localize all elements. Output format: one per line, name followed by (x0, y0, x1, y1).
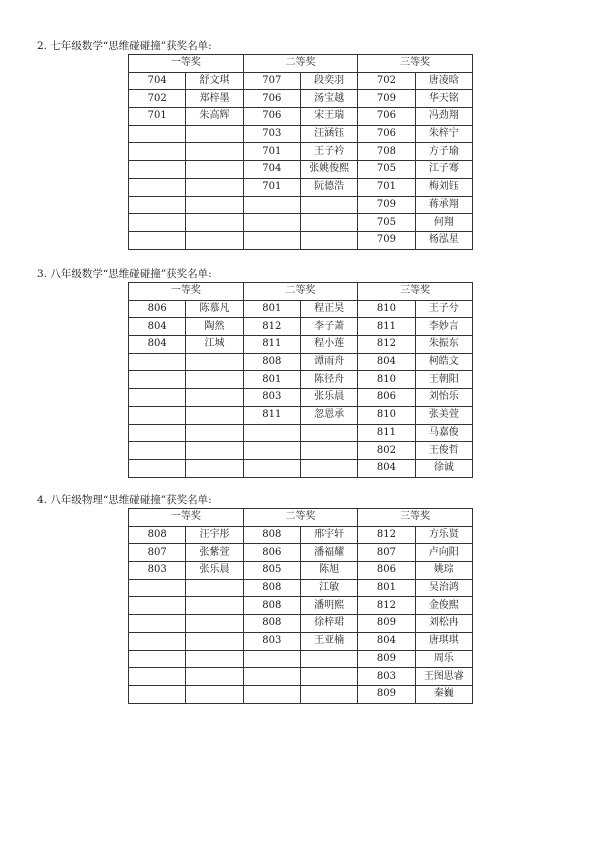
section-heading: 2. 七年级数学“思维碰碰撞”获奖名单: (37, 40, 212, 52)
header-second-prize: 二等奖 (243, 283, 358, 301)
award-table (128, 54, 473, 250)
name-cell (300, 196, 357, 214)
class-cell: 704 (243, 161, 300, 179)
class-cell (129, 143, 186, 161)
name-cell: 柯皓文 (415, 353, 472, 371)
table-row (129, 196, 473, 214)
name-cell: 冯劲翔 (415, 108, 472, 126)
name-cell: 王子衿 (300, 143, 357, 161)
name-cell (186, 143, 243, 161)
name-cell: 刘松冉 (415, 615, 472, 633)
name-cell: 潘福耀 (300, 544, 357, 562)
name-cell: 汪涵钰 (300, 125, 357, 143)
name-cell: 马嘉俊 (415, 424, 472, 442)
name-cell: 王朝阳 (415, 371, 472, 389)
name-cell: 李子萧 (300, 318, 357, 336)
class-cell: 810 (358, 371, 415, 389)
table-row (129, 353, 473, 371)
class-cell: 808 (243, 615, 300, 633)
name-cell: 王俊哲 (415, 442, 472, 460)
class-cell: 802 (358, 442, 415, 460)
class-cell (129, 579, 186, 597)
name-cell (186, 389, 243, 407)
header-third-prize: 三等奖 (358, 283, 473, 301)
table-row (129, 161, 473, 179)
name-cell (186, 231, 243, 249)
name-cell: 邢宇轩 (300, 526, 357, 544)
class-cell (129, 459, 186, 477)
table-row (129, 336, 473, 354)
name-cell: 张紫萱 (186, 544, 243, 562)
class-cell (129, 406, 186, 424)
table-row (129, 650, 473, 668)
class-cell (129, 125, 186, 143)
header-first-prize: 一等奖 (129, 283, 244, 301)
class-cell (129, 353, 186, 371)
class-cell: 706 (243, 108, 300, 126)
table-row (129, 371, 473, 389)
table-row (129, 389, 473, 407)
header-third-prize: 三等奖 (358, 55, 473, 73)
name-cell: 朱高辉 (186, 108, 243, 126)
name-cell: 张姚俊熙 (300, 161, 357, 179)
name-cell (300, 442, 357, 460)
class-cell: 703 (243, 125, 300, 143)
table-row (129, 442, 473, 460)
name-cell: 王亚楠 (300, 632, 357, 650)
name-cell (186, 668, 243, 686)
class-cell: 804 (129, 318, 186, 336)
table-row (129, 125, 473, 143)
name-cell: 姚琮 (415, 562, 472, 580)
name-cell: 陈旭 (300, 562, 357, 580)
name-cell: 汪宇彤 (186, 526, 243, 544)
class-cell (129, 214, 186, 232)
name-cell: 段奕羽 (300, 72, 357, 90)
name-cell: 方子瑜 (415, 143, 472, 161)
class-cell: 808 (243, 579, 300, 597)
class-cell: 709 (358, 196, 415, 214)
class-cell: 701 (129, 108, 186, 126)
header-second-prize: 二等奖 (243, 509, 358, 527)
class-cell: 804 (358, 459, 415, 477)
name-cell (186, 125, 243, 143)
class-cell: 809 (358, 650, 415, 668)
class-cell: 709 (358, 231, 415, 249)
award-table (128, 282, 473, 478)
class-cell: 807 (129, 544, 186, 562)
class-cell (129, 650, 186, 668)
name-cell: 舒文琪 (186, 72, 243, 90)
class-cell: 706 (358, 108, 415, 126)
name-cell (300, 668, 357, 686)
class-cell: 808 (129, 526, 186, 544)
table-row (129, 544, 473, 562)
name-cell: 唐琪琪 (415, 632, 472, 650)
table-body (129, 526, 473, 703)
class-cell: 805 (243, 562, 300, 580)
name-cell (300, 650, 357, 668)
name-cell (300, 231, 357, 249)
name-cell: 李妙言 (415, 318, 472, 336)
class-cell: 804 (358, 632, 415, 650)
header-second-prize: 二等奖 (243, 55, 358, 73)
name-cell: 吴治鸿 (415, 579, 472, 597)
table-row (129, 597, 473, 615)
class-cell: 806 (358, 389, 415, 407)
class-cell: 808 (243, 597, 300, 615)
class-cell (243, 442, 300, 460)
class-cell (129, 442, 186, 460)
name-cell: 宋王瑞 (300, 108, 357, 126)
name-cell: 金俊熙 (415, 597, 472, 615)
name-cell: 王图思睿 (415, 668, 472, 686)
header-first-prize: 一等奖 (129, 509, 244, 527)
class-cell: 702 (358, 72, 415, 90)
class-cell: 812 (358, 526, 415, 544)
class-cell (129, 389, 186, 407)
name-cell: 徐梓珺 (300, 615, 357, 633)
table-row (129, 459, 473, 477)
class-cell: 705 (358, 214, 415, 232)
name-cell: 朱振东 (415, 336, 472, 354)
name-cell: 阮德浩 (300, 178, 357, 196)
class-cell: 808 (243, 526, 300, 544)
header-third-prize: 三等奖 (358, 509, 473, 527)
class-cell: 801 (358, 579, 415, 597)
table-body (129, 72, 473, 249)
name-cell: 江子骞 (415, 161, 472, 179)
class-cell (129, 196, 186, 214)
name-cell: 蒋承翔 (415, 196, 472, 214)
name-cell: 程正昊 (300, 300, 357, 318)
name-cell: 江城 (186, 336, 243, 354)
class-cell: 706 (243, 90, 300, 108)
name-cell (186, 424, 243, 442)
class-cell: 806 (243, 544, 300, 562)
name-cell: 张美萱 (415, 406, 472, 424)
name-cell (186, 632, 243, 650)
class-cell (129, 231, 186, 249)
table-row (129, 668, 473, 686)
class-cell (129, 424, 186, 442)
class-cell: 809 (358, 685, 415, 703)
class-cell (243, 668, 300, 686)
class-cell: 811 (243, 406, 300, 424)
name-cell: 杨泓星 (415, 231, 472, 249)
class-cell (129, 371, 186, 389)
section-heading: 3. 八年级数学“思维碰碰撞”获奖名单: (37, 268, 212, 280)
class-cell: 801 (243, 371, 300, 389)
table-row (129, 406, 473, 424)
class-cell: 804 (358, 353, 415, 371)
table-row (129, 318, 473, 336)
name-cell (186, 650, 243, 668)
name-cell (186, 161, 243, 179)
class-cell: 701 (243, 178, 300, 196)
table-row (129, 424, 473, 442)
class-cell: 705 (358, 161, 415, 179)
name-cell (300, 214, 357, 232)
table-row (129, 526, 473, 544)
class-cell: 801 (243, 300, 300, 318)
table-row (129, 178, 473, 196)
class-cell: 812 (358, 597, 415, 615)
name-cell: 谭雨舟 (300, 353, 357, 371)
name-cell (186, 353, 243, 371)
class-cell: 812 (243, 318, 300, 336)
class-cell: 806 (129, 300, 186, 318)
class-cell: 804 (129, 336, 186, 354)
class-cell: 707 (243, 72, 300, 90)
name-cell (186, 685, 243, 703)
class-cell (129, 615, 186, 633)
class-cell (129, 685, 186, 703)
class-cell (243, 424, 300, 442)
name-cell (300, 685, 357, 703)
name-cell: 刘怡乐 (415, 389, 472, 407)
class-cell: 810 (358, 300, 415, 318)
class-cell (243, 214, 300, 232)
header-first-prize: 一等奖 (129, 55, 244, 73)
table-row (129, 300, 473, 318)
class-cell (243, 196, 300, 214)
name-cell (186, 579, 243, 597)
class-cell: 811 (358, 424, 415, 442)
name-cell: 汤宝越 (300, 90, 357, 108)
name-cell (186, 196, 243, 214)
name-cell (300, 459, 357, 477)
award-table (128, 508, 473, 704)
name-cell (186, 597, 243, 615)
name-cell (186, 178, 243, 196)
name-cell (300, 424, 357, 442)
class-cell: 702 (129, 90, 186, 108)
name-cell: 梅刘钰 (415, 178, 472, 196)
name-cell: 华天铭 (415, 90, 472, 108)
class-cell (129, 161, 186, 179)
header-row (129, 55, 473, 73)
table-row (129, 685, 473, 703)
name-cell: 陈径舟 (300, 371, 357, 389)
header-row (129, 283, 473, 301)
class-cell (243, 231, 300, 249)
name-cell: 朱梓宁 (415, 125, 472, 143)
table-row (129, 562, 473, 580)
class-cell: 803 (358, 668, 415, 686)
name-cell: 秦巍 (415, 685, 472, 703)
class-cell: 811 (243, 336, 300, 354)
class-cell: 708 (358, 143, 415, 161)
class-cell: 709 (358, 90, 415, 108)
class-cell: 806 (358, 562, 415, 580)
table-row (129, 72, 473, 90)
header-row (129, 509, 473, 527)
name-cell: 郑梓墨 (186, 90, 243, 108)
class-cell: 706 (358, 125, 415, 143)
name-cell: 忽恩承 (300, 406, 357, 424)
class-cell: 812 (358, 336, 415, 354)
table-row (129, 90, 473, 108)
table-body (129, 300, 473, 477)
table-row (129, 632, 473, 650)
name-cell: 陈慕凡 (186, 300, 243, 318)
class-cell: 701 (243, 143, 300, 161)
class-cell: 701 (358, 178, 415, 196)
table-row (129, 214, 473, 232)
name-cell: 卢向阳 (415, 544, 472, 562)
table-row (129, 143, 473, 161)
class-cell (129, 178, 186, 196)
class-cell: 803 (243, 632, 300, 650)
name-cell: 何翔 (415, 214, 472, 232)
name-cell: 周乐 (415, 650, 472, 668)
class-cell: 811 (358, 318, 415, 336)
class-cell: 803 (129, 562, 186, 580)
name-cell (186, 459, 243, 477)
name-cell (186, 615, 243, 633)
class-cell (129, 597, 186, 615)
class-cell (243, 685, 300, 703)
name-cell: 陶然 (186, 318, 243, 336)
class-cell (243, 650, 300, 668)
name-cell: 张乐晨 (300, 389, 357, 407)
name-cell: 王子兮 (415, 300, 472, 318)
name-cell: 程小莲 (300, 336, 357, 354)
table-row (129, 108, 473, 126)
class-cell (129, 632, 186, 650)
table-row (129, 231, 473, 249)
name-cell: 潘明熙 (300, 597, 357, 615)
name-cell (186, 442, 243, 460)
class-cell: 803 (243, 389, 300, 407)
table-row (129, 615, 473, 633)
name-cell (186, 371, 243, 389)
class-cell (129, 668, 186, 686)
name-cell: 方乐贤 (415, 526, 472, 544)
name-cell: 徐诚 (415, 459, 472, 477)
class-cell: 807 (358, 544, 415, 562)
class-cell (243, 459, 300, 477)
name-cell: 张乐晨 (186, 562, 243, 580)
class-cell: 808 (243, 353, 300, 371)
name-cell (186, 214, 243, 232)
name-cell: 江敏 (300, 579, 357, 597)
table-row (129, 579, 473, 597)
class-cell: 809 (358, 615, 415, 633)
section-heading: 4. 八年级物理“思维碰碰撞”获奖名单: (37, 494, 212, 506)
class-cell: 704 (129, 72, 186, 90)
class-cell: 810 (358, 406, 415, 424)
name-cell: 唐凌晗 (415, 72, 472, 90)
name-cell (186, 406, 243, 424)
